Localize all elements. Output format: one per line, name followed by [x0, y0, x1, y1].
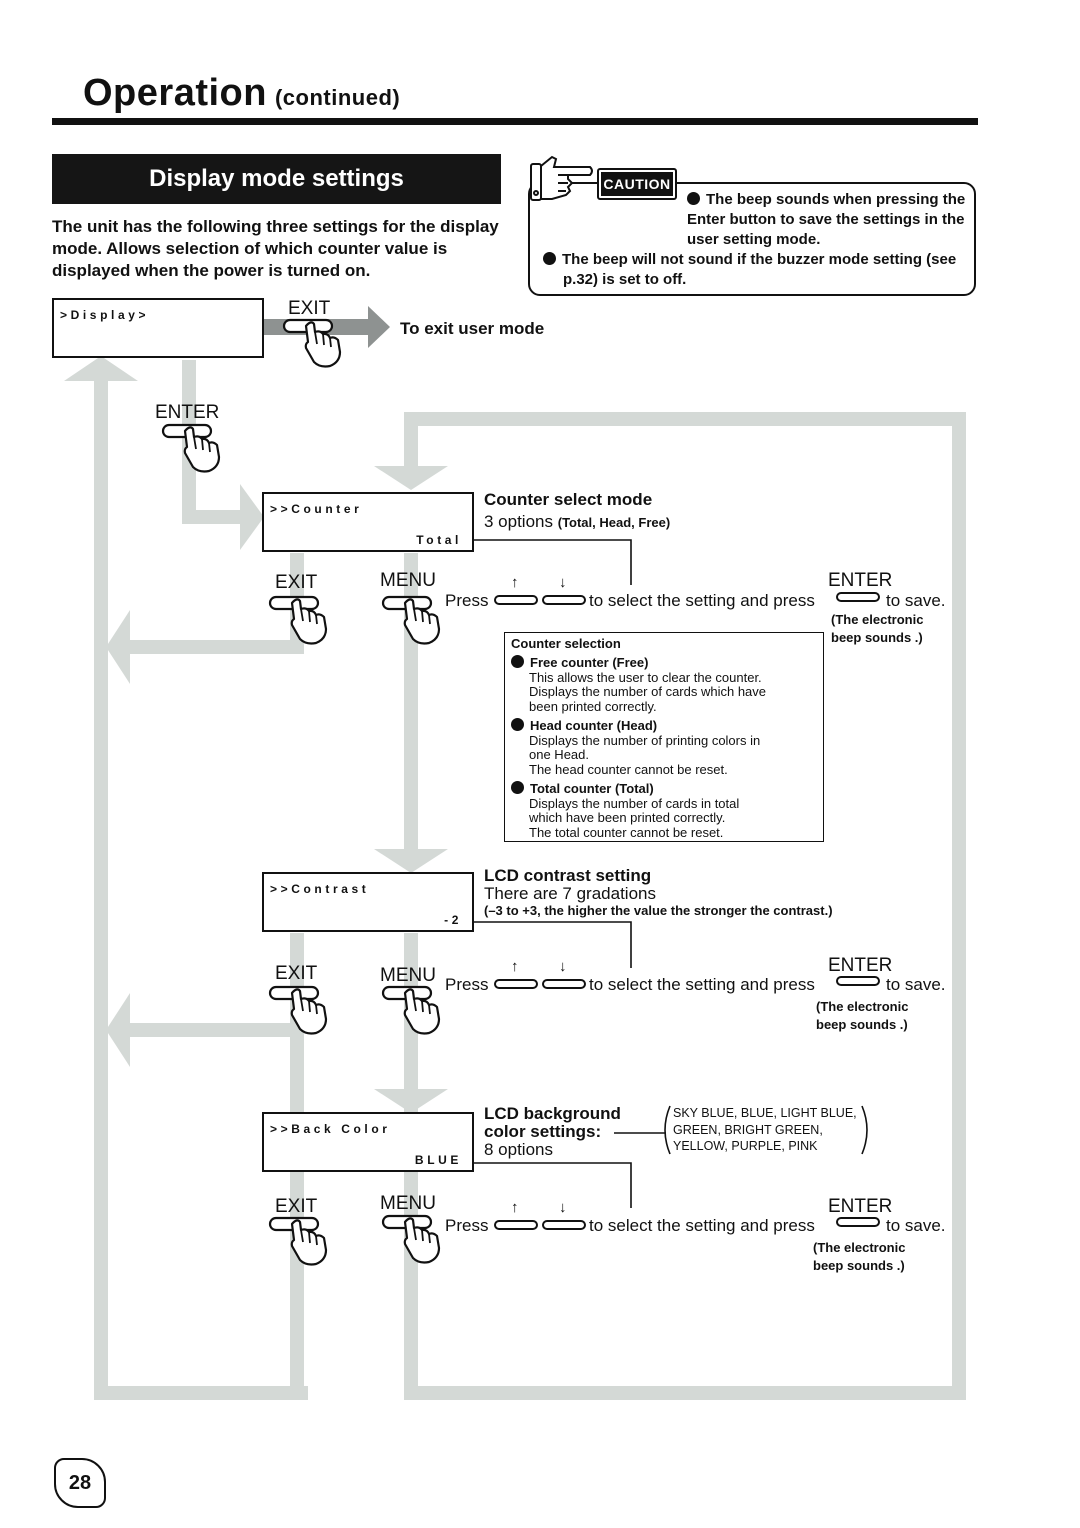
backcolor-menu-key-label: MENU — [380, 1193, 436, 1214]
counter-instruction-text: to select the setting and press — [589, 591, 815, 610]
hand-press-icon — [270, 1218, 326, 1265]
backcolor-exit-key-label: EXIT — [275, 1196, 318, 1217]
counter-title: Counter select mode — [484, 490, 653, 509]
backcolor-enter-key-label: ENTER — [828, 1196, 893, 1217]
down-arrow-icon: ↓ — [559, 958, 567, 975]
up-arrow-icon: ↑ — [511, 958, 519, 975]
contrast-exit-key-label: EXIT — [275, 963, 318, 984]
backcolor-options: 8 options — [484, 1140, 553, 1159]
lcd-line-2: BLUE — [414, 1153, 462, 1167]
hand-press-icon — [383, 597, 439, 644]
page-title-suffix: (continued) — [274, 85, 401, 110]
counter-item-free: Free counter (Free) This allows the user to clear the counter. Displays the number of cards which have been printed correctly. — [529, 655, 766, 714]
counter-save-text: to save. — [886, 591, 946, 610]
counter-menu-key-label: MENU — [380, 570, 436, 591]
up-arrow-icon: ↑ — [511, 574, 519, 591]
backcolor-instruction-text: to select the setting and press — [589, 1216, 815, 1235]
caution-badge: CAUTION — [597, 168, 677, 200]
hand-press-icon — [383, 1216, 439, 1263]
counter-enter-key-label: ENTER — [828, 570, 893, 591]
contrast-press-text: Press — [445, 975, 489, 994]
contrast-beep-note: (The electronic beep sounds .) — [816, 999, 909, 1032]
page-title: Operation (continued) — [83, 72, 401, 114]
backcolor-title-1: LCD background — [484, 1104, 621, 1123]
counter-options: 3 options (Total, Head, Free) — [484, 512, 671, 531]
counter-item-head: Head counter (Head) Displays the number of printing colors in one Head. The head counter cannot be reset. — [529, 718, 760, 777]
lcd-line-1: >>Back Color — [270, 1122, 391, 1136]
exit-key-label: EXIT — [288, 298, 331, 319]
caution-item-1-text: The beep sounds when pressing the Enter button to save the settings in the user setting mode. — [687, 191, 966, 248]
counter-press-text: Press — [445, 591, 489, 610]
page-number: 28 — [54, 1458, 106, 1508]
counter-selection-heading: Counter selection — [511, 636, 621, 651]
counter-item-total: Total counter (Total) Displays the number of cards in total which have been printed correctly. The total counter cannot be reset. — [529, 781, 739, 840]
hand-press-icon — [270, 597, 326, 644]
counter-options-detail: (Total, Head, Free) — [557, 515, 671, 530]
lcd-line-2: Total — [416, 533, 462, 547]
backcolor-title-2: color settings: — [484, 1122, 602, 1141]
down-arrow-icon: ↓ — [559, 1199, 567, 1216]
hand-press-icon — [284, 320, 340, 367]
contrast-menu-key-label: MENU — [380, 965, 436, 986]
lcd-line-1: >>Contrast — [270, 882, 370, 896]
backcolor-press-text: Press — [445, 1216, 489, 1235]
lcd-line-1: >Display> — [60, 308, 150, 322]
lcd-line-2: -2 — [444, 913, 462, 927]
contrast-save-text: to save. — [886, 975, 946, 994]
caution-item-2-text: The beep will not sound if the buzzer mode setting (see p.32) is set to off. — [562, 251, 957, 288]
contrast-detail: (–3 to +3, the higher the value the stronger the contrast.) — [484, 903, 833, 918]
contrast-instruction-text: to select the setting and press — [589, 975, 815, 994]
contrast-subtitle: There are 7 gradations — [484, 884, 656, 903]
section-title: Display mode settings — [149, 165, 404, 192]
contrast-title: LCD contrast setting — [484, 866, 652, 885]
up-arrow-icon: ↑ — [511, 1199, 519, 1216]
counter-beep-note: (The electronic beep sounds .) — [831, 612, 924, 645]
exit-user-mode-label: To exit user mode — [400, 319, 545, 338]
backcolor-save-text: to save. — [886, 1216, 946, 1235]
down-arrow-icon: ↓ — [559, 574, 567, 591]
enter-key-label: ENTER — [155, 402, 220, 423]
hand-press-icon — [383, 987, 439, 1034]
hand-press-icon — [270, 987, 326, 1034]
contrast-enter-key-label: ENTER — [828, 955, 893, 976]
intro-text: The unit has the following three settings for the display mode. Allows selection of which counter value is displayed when the power is turned on. — [52, 217, 499, 280]
backcolor-beep-note: (The electronic beep sounds .) — [813, 1240, 906, 1273]
backcolor-color-list: SKY BLUE, BLUE, LIGHT BLUE, GREEN, BRIGHT GREEN, YELLOW, PURPLE, PINK — [673, 1106, 857, 1153]
counter-exit-key-label: EXIT — [275, 572, 318, 593]
lcd-line-1: >>Counter — [270, 502, 363, 516]
hand-press-icon — [163, 425, 219, 472]
